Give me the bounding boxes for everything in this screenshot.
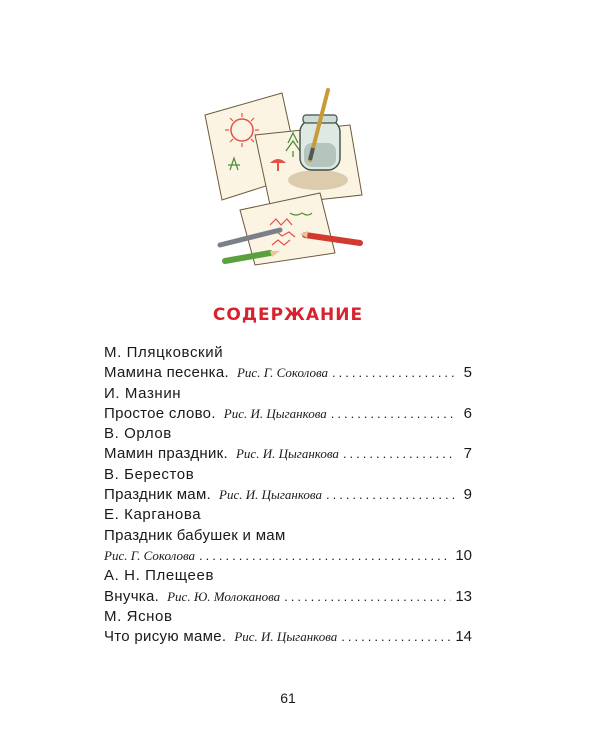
page-number: 61 — [280, 690, 296, 706]
toc-page: 10 — [455, 546, 472, 564]
toc-author: В. Орлов — [104, 425, 172, 443]
dot-leader — [341, 627, 451, 647]
toc-author: М. Яснов — [104, 607, 173, 625]
toc-title: Внучка. — [104, 587, 160, 605]
toc-entry — [104, 607, 472, 648]
toc-illustrator: Рис. И. Цыганкова — [234, 629, 338, 645]
toc-illustrator: Рис. И. Цыганкова — [223, 405, 327, 421]
toc-author: А. Н. Плещеев — [104, 567, 215, 585]
toc-entry — [104, 566, 472, 607]
toc-entry — [104, 424, 472, 465]
table-of-contents — [104, 343, 472, 647]
toc-author: В. Берестов — [104, 465, 195, 483]
toc-page: 9 — [463, 486, 472, 504]
toc-illustrator: Рис. Г. Соколова — [104, 547, 196, 563]
toc-entry — [104, 384, 472, 425]
toc-heading: СОДЕРЖАНИЕ — [212, 305, 364, 325]
dot-leader — [343, 444, 454, 464]
toc-illustrator: Рис. И. Цыганкова — [219, 487, 322, 503]
toc-title: Мамин праздник. — [104, 445, 228, 463]
toc-entry — [104, 505, 472, 566]
toc-page: 6 — [463, 404, 472, 422]
toc-title: Праздник бабушек и мам — [104, 526, 286, 544]
toc-illustrator: Рис. Г. Соколова — [236, 365, 329, 381]
dot-leader — [284, 587, 451, 607]
toc-page: 5 — [463, 364, 472, 382]
toc-illustrator: Рис. Ю. Молоканова — [167, 588, 281, 604]
toc-illustrator: Рис. И. Цыганкова — [235, 446, 339, 462]
toc-entry — [104, 343, 472, 384]
toc-title: Мамина песенка. — [104, 364, 229, 382]
toc-author: И. Мазнин — [104, 384, 182, 402]
toc-author: М. Пляцковский — [104, 344, 224, 361]
dot-leader — [326, 485, 454, 505]
toc-page: 13 — [455, 587, 472, 605]
dot-leader — [331, 404, 454, 424]
toc-page: 7 — [463, 445, 472, 463]
toc-title: Что рисую маме. — [104, 628, 227, 646]
drawings-illustration-icon — [200, 85, 370, 270]
dot-leader — [199, 546, 451, 566]
toc-title: Простое слово. — [104, 404, 216, 422]
toc-page: 14 — [455, 628, 472, 646]
dot-leader — [332, 363, 454, 383]
toc-title: Праздник мам. — [104, 486, 212, 504]
toc-entry — [104, 465, 472, 506]
toc-author: Е. Карганова — [104, 506, 202, 524]
